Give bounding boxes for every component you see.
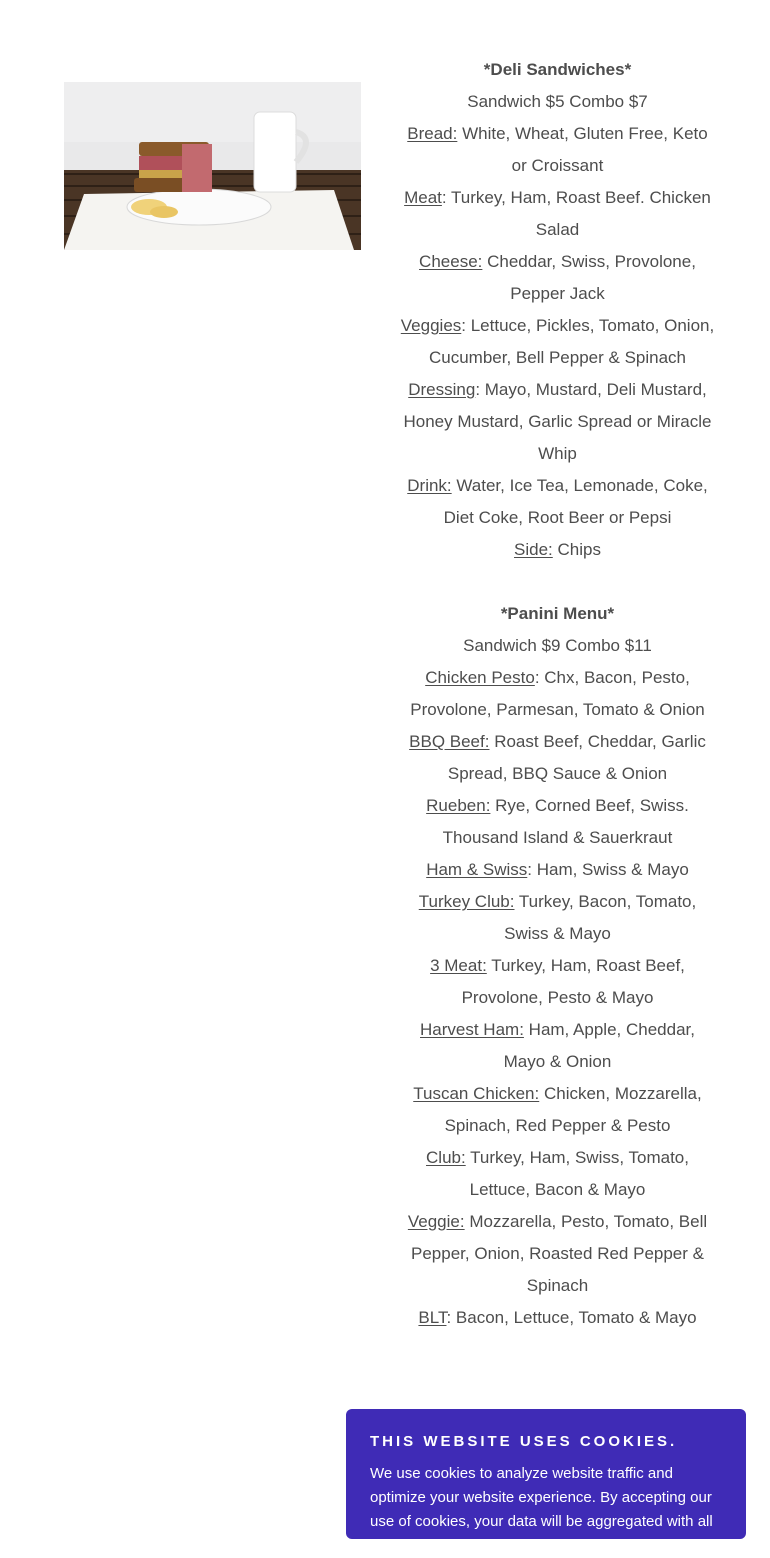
menu-item <box>400 662 715 726</box>
menu-item <box>400 726 715 790</box>
menu-item <box>400 1302 715 1334</box>
cookie-banner <box>346 1409 746 1554</box>
menu-item-description: Cheddar, Swiss, Provolone, Pepper Jack <box>482 252 696 303</box>
menu-item-label: Ham & Swiss <box>426 860 528 879</box>
menu-item-description: Ham, Apple, Cheddar, Mayo & Onion <box>503 1020 695 1071</box>
menu-item-description: Turkey, Bacon, Tomato, Swiss & Mayo <box>504 892 697 943</box>
menu-item <box>400 470 715 534</box>
menu-item-description: : Ham, Swiss & Mayo <box>527 860 689 879</box>
menu-item <box>400 950 715 1014</box>
menu-item-label: Club: <box>426 1148 466 1167</box>
section-spacer <box>400 566 715 598</box>
sandwich-image <box>64 82 361 250</box>
menu-item-label: Cheese: <box>419 252 483 271</box>
deli-title: *Deli Sandwiches* <box>483 60 632 79</box>
menu-item <box>400 1142 715 1206</box>
panini-items-list <box>400 662 715 1334</box>
menu-item <box>400 374 715 470</box>
menu-item-description: : Mayo, Mustard, Deli Mustard, Honey Mustard, Garlic Spread or Miracle Whip <box>403 380 712 463</box>
menu-item-label: Drink: <box>407 476 452 495</box>
sandwich-photo <box>64 82 361 250</box>
cookie-title: THIS WEBSITE USES COOKIES. <box>370 1433 678 1450</box>
menu-item <box>400 310 715 374</box>
menu-item-label: BLT <box>418 1308 447 1327</box>
menu-item-label: Bread: <box>407 124 458 143</box>
menu-item <box>400 1078 715 1142</box>
menu-item-label: Side: <box>514 540 553 559</box>
menu-item-description: : Bacon, Lettuce, Tomato & Mayo <box>446 1308 697 1327</box>
menu-item-description: Mozzarella, Pesto, Tomato, Bell Pepper, Onion, Roasted Red Pepper & Spinach <box>411 1212 708 1295</box>
menu-item-description: Roast Beef, Cheddar, Garlic Spread, BBQ Sauce & Onion <box>447 732 706 783</box>
menu-item-description: : Lettuce, Pickles, Tomato, Onion, Cucumber, Bell Pepper & Spinach <box>428 316 715 367</box>
menu-item-description: Chicken, Mozzarella, Spinach, Red Pepper & Pesto <box>444 1084 702 1135</box>
menu-item <box>400 246 715 310</box>
menu-item-description: : Chx, Bacon, Pesto, Provolone, Parmesan, Tomato & Onion <box>410 668 705 719</box>
cookie-body: We use cookies to analyze website traffic and optimize your website experience. By accepting our use of cookies, your data will be aggregated with all other user data. <box>370 1465 713 1554</box>
menu-item <box>400 854 715 886</box>
menu-item-description: Water, Ice Tea, Lemonade, Coke, Diet Coke, Root Beer or Pepsi <box>443 476 708 527</box>
menu-item-description: Turkey, Ham, Roast Beef, Provolone, Pesto & Mayo <box>461 956 685 1007</box>
deli-price: Sandwich $5 Combo $7 <box>467 92 648 111</box>
menu-item-label: Meat <box>404 188 442 207</box>
menu-item <box>400 1206 715 1302</box>
menu-item <box>400 118 715 182</box>
menu-item <box>400 534 715 566</box>
menu-item-label: Chicken Pesto <box>425 668 535 687</box>
menu-item <box>400 1014 715 1078</box>
menu-item-description: : Turkey, Ham, Roast Beef. Chicken Salad <box>441 188 711 239</box>
menu-item-description: Turkey, Ham, Swiss, Tomato, Lettuce, Bacon & Mayo <box>465 1148 689 1199</box>
menu-item-label: 3 Meat: <box>430 956 487 975</box>
menu-item-label: Veggies <box>400 316 462 335</box>
menu-item-description: Rye, Corned Beef, Swiss. Thousand Island & Sauerkraut <box>442 796 689 847</box>
menu-item-label: Veggie: <box>407 1212 465 1231</box>
deli-items-list <box>400 118 715 566</box>
menu-column <box>400 54 715 1334</box>
menu-item-label: Dressing <box>408 380 476 399</box>
menu-item-label: Rueben: <box>426 796 491 815</box>
menu-item-label: Tuscan Chicken: <box>413 1084 540 1103</box>
menu-item <box>400 886 715 950</box>
menu-item-description: White, Wheat, Gluten Free, Keto or Croissant <box>457 124 708 175</box>
menu-item <box>400 182 715 246</box>
menu-item-label: BBQ Beef: <box>409 732 490 751</box>
menu-item <box>400 790 715 854</box>
menu-item-label: Turkey Club: <box>418 892 515 911</box>
menu-item-description: Chips <box>552 540 601 559</box>
panini-title: *Panini Menu* <box>500 604 615 623</box>
menu-item-label: Harvest Ham: <box>420 1020 524 1039</box>
panini-price: Sandwich $9 Combo $11 <box>463 636 652 655</box>
